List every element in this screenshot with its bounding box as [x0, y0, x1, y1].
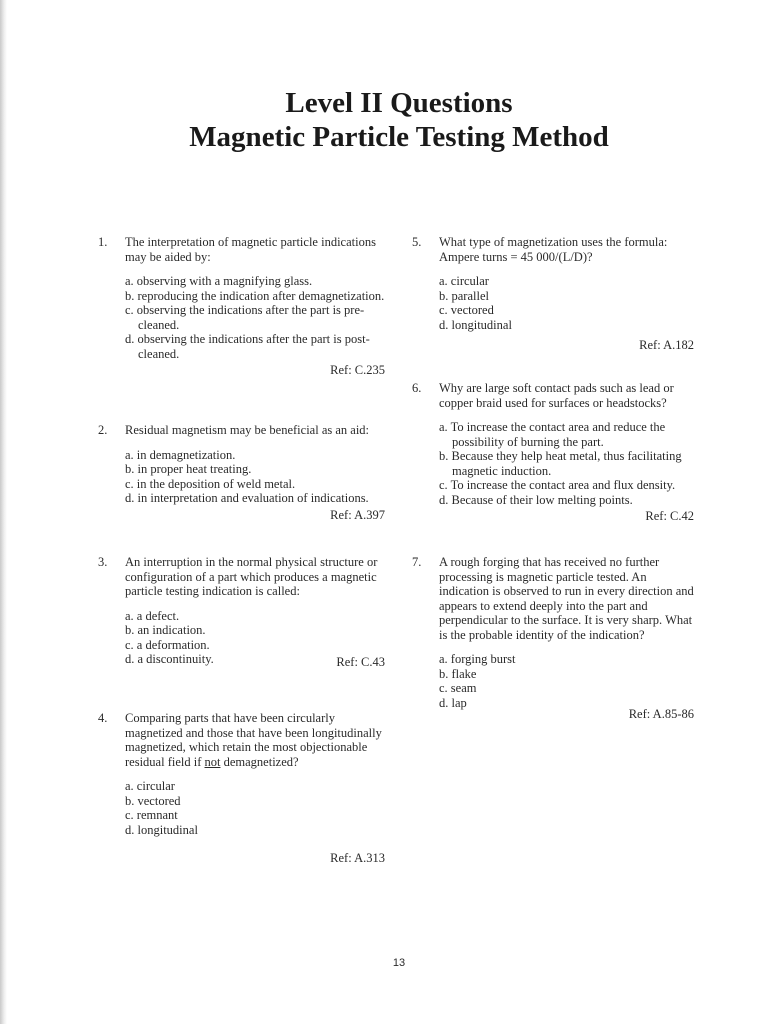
question-stem-end: demagnetized? — [220, 754, 299, 769]
answer-option-b: b. vectored — [125, 793, 181, 808]
question-number: 4. — [98, 711, 108, 725]
answer-options — [439, 652, 694, 710]
answer-option-c: c. observing the indications after the part is pre-cleaned. — [125, 303, 365, 332]
answer-option-c: c. seam — [439, 681, 477, 695]
question-1 — [98, 235, 385, 378]
question-4 — [98, 711, 385, 866]
answer-option-d: d. observing the indications after the part is post-cleaned. — [125, 332, 370, 361]
page-title-line2: Magnetic Particle Testing Method — [189, 121, 609, 153]
answer-option-d: d. a discontinuity. — [125, 652, 214, 666]
question-5 — [412, 235, 694, 353]
reference: Ref: C.42 — [645, 509, 694, 523]
answer-option-c: c. remnant — [125, 808, 178, 822]
answer-option-d: d. longitudinal — [125, 822, 198, 837]
question-3 — [98, 555, 385, 669]
answer-options — [125, 274, 385, 361]
answer-option-d: d. longitudinal — [439, 317, 512, 332]
reference: Ref: A.85-86 — [628, 707, 694, 721]
reference: Ref: A.397 — [330, 507, 385, 522]
question-stem-start: Comparing parts that have been circularly magnetized and those that have been longitudinally magnetized, which retain the most objectionable residual field if — [125, 711, 382, 769]
reference: Ref: A.182 — [639, 338, 694, 352]
answer-options — [125, 448, 385, 506]
answer-option-c: c. vectored — [439, 303, 494, 317]
question-number: 3. — [98, 555, 108, 569]
answer-option-b: b. parallel — [439, 288, 489, 303]
reference: Ref: C.43 — [336, 654, 385, 669]
question-stem: Residual magnetism may be beneficial as an aid: — [125, 423, 370, 437]
answer-option-b: b. in proper heat treating. — [125, 462, 252, 476]
page-title-line1: Level II Questions — [285, 87, 513, 119]
answer-option-a: a. in demagnetization. — [125, 447, 236, 462]
answer-option-b: b. reproducing the indication after demagnetization. — [125, 288, 385, 303]
question-number: 6. — [412, 381, 422, 395]
page-number: 13 — [392, 957, 406, 969]
answer-option-a: a. circular — [125, 779, 175, 793]
question-stem: An interruption in the normal physical structure or configuration of a part which produces a magnetic particle testing indication is called: — [125, 555, 378, 598]
question-stem: What type of magnetization uses the formula: Ampere turns = 45 000/(L/D)? — [439, 235, 668, 264]
answer-option-a: a. observing with a magnifying glass. — [125, 274, 313, 288]
answer-option-a: a. To increase the contact area and reduce the possibility of burning the part. — [439, 420, 666, 449]
answer-options — [125, 779, 385, 837]
reference: Ref: C.235 — [330, 363, 385, 377]
reference: Ref: A.313 — [330, 851, 385, 865]
answer-option-c: c. a deformation. — [125, 637, 210, 652]
answer-option-a: a. a defect. — [125, 608, 180, 623]
question-stem: A rough forging that has received no further processing is magnetic particle tested. An indication is observed to run in every direction and appears to extend deeply into the part and perpendicular to the surface. It is very sharp. What is the probable identity of the indication? — [439, 555, 694, 642]
question-number: 2. — [98, 423, 108, 437]
question-number: 1. — [98, 235, 108, 249]
answer-option-a: a. circular — [439, 274, 489, 288]
question-6 — [412, 381, 694, 524]
answer-option-d: d. lap — [439, 695, 467, 710]
question-number: 7. — [412, 555, 422, 569]
answer-option-c: c. in the deposition of weld metal. — [125, 476, 296, 491]
answer-option-a: a. forging burst — [439, 652, 516, 666]
answer-options — [439, 274, 694, 332]
answer-option-d: d. in interpretation and evaluation of indications. — [125, 491, 369, 505]
answer-options — [439, 420, 694, 507]
answer-option-b: b. an indication. — [125, 623, 206, 637]
question-2 — [98, 423, 385, 522]
question-stem — [125, 711, 385, 769]
answer-option-c: c. To increase the contact area and flux density. — [439, 478, 676, 492]
answer-option-b: b. flake — [439, 666, 477, 681]
question-stem-emphasis: not — [204, 754, 221, 769]
question-stem: Why are large soft contact pads such as lead or copper braid used for surfaces or headstocks? — [439, 381, 674, 410]
answer-option-b: b. Because they help heat metal, thus facilitating magnetic induction. — [439, 449, 682, 478]
question-number: 5. — [412, 235, 422, 249]
answer-option-d: d. Because of their low melting points. — [439, 492, 633, 507]
question-stem: The interpretation of magnetic particle indications may be aided by: — [125, 235, 376, 264]
question-7 — [412, 555, 694, 722]
